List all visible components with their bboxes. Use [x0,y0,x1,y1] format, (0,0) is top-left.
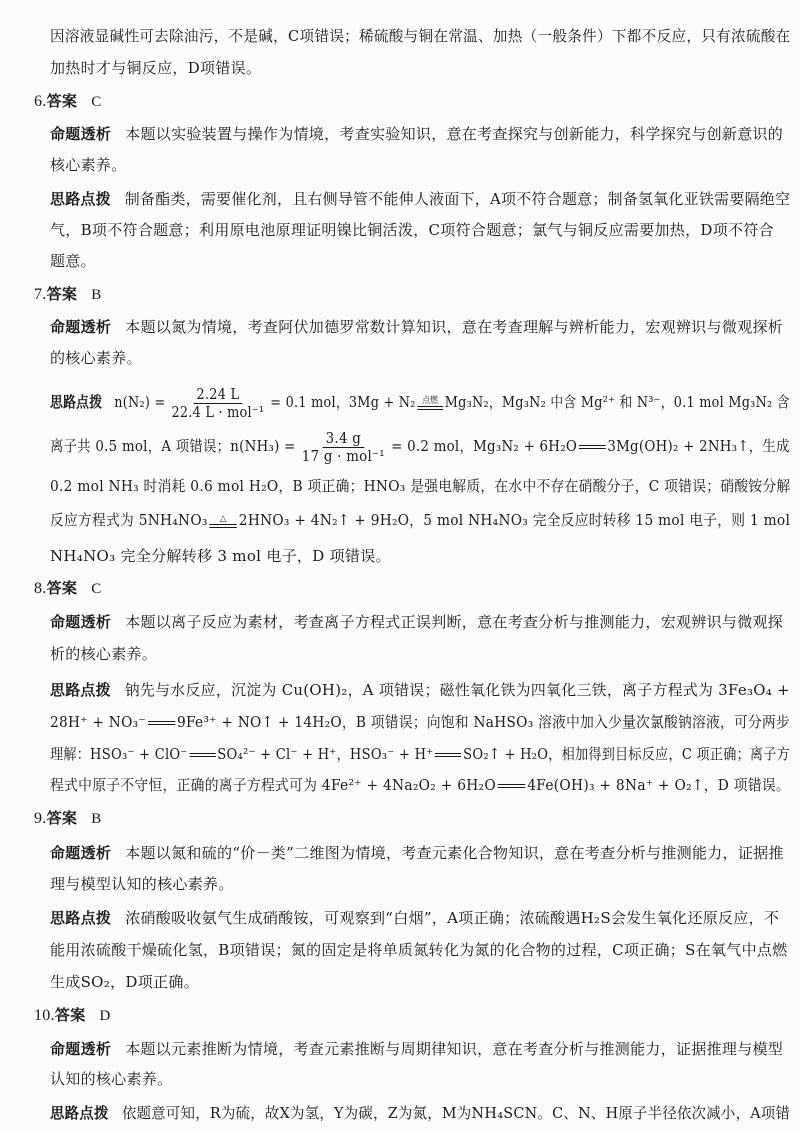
text-line: 题意。 [50,252,96,270]
section-label: 思路点拨 [50,681,111,699]
hint-line [50,189,790,209]
question-8-answer [34,578,102,598]
reaction-arrow [148,721,175,725]
answer-label: 答案 [46,809,78,827]
text-line: 加热时才与铜反应，D项错误。 [50,59,262,77]
question-number: 6. [34,93,47,110]
formula-text: 反应方程式为 5NH₄NO₃ [50,511,208,529]
analysis-line [50,612,783,632]
formula-text: 程式中原子不守恒，正确的离子方程式可为 4Fe²⁺ + 4Na₂O₂ + 6H₂O [50,776,496,794]
answer-label: 答案 [54,1006,86,1024]
answer-value: B [91,811,102,827]
text-line: 因溶液显碱性可去除油污，不是碱，C项错误；稀硫酸与铜在常温、加热（一般条件）下都不反应，只有浓硫酸在 [50,27,791,45]
formula-text: 28H⁺ + NO₃⁻ [50,713,146,731]
text: 本题以离子反应为素材，考查离子方程式正误判断，意在考查分析与推测能力，宏观辨识与微观探 [125,613,784,631]
reaction-arrow [189,753,215,757]
numerator: 3.4 g [322,430,365,448]
section-label: 思路点拨 [50,393,103,411]
condition-label: △ [219,514,227,524]
text-line: 0.2 mol NH₃ 时消耗 0.6 mol H₂O，B 项正确；HNO₃ 是强电解质，在水中不存在硝酸分子，C 项错误；硝酸铵分解 [50,477,791,495]
section-label: 思路点拨 [50,909,112,927]
formula-text: 钠先与水反应，沉淀为 Cu(OH)₂，A 项错误；磁性氧化铁为四氧化三铁，离子方程式为 3Fe₃O₄ + [124,681,790,699]
denominator: 17 g · mol⁻¹ [301,446,385,465]
answer-label: 答案 [46,285,78,303]
denominator: 22.4 L · mol⁻¹ [171,402,265,421]
fraction [298,430,388,465]
section-label: 命题透析 [50,318,112,336]
formula-text: SO₄²⁻ + Cl⁻ + H⁺，HSO₃⁻ + H⁺ [217,745,434,763]
question-10-answer [34,1005,111,1025]
section-label: 思路点拨 [50,190,111,208]
formula-text: 理解：HSO₃⁻ + ClO⁻ [50,745,188,763]
formula-text: n(N₂) = [114,393,166,411]
text-line [50,775,790,795]
reaction-arrow [579,445,606,449]
formula-text: 离子共 0.5 mol，A 项错误；n(NH₃) = [50,437,296,455]
text: 本题以元素推断为情境，考查元素推断与周期律知识，意在考查分析与推测能力，证据推理与模型 [125,1040,784,1058]
fraction [168,386,268,421]
reaction-arrow [498,784,526,788]
formula-text: = 0.2 mol，Mg₃N₂ + 6H₂O [391,437,578,455]
formula-text: 9Fe³⁺ + NO↑ + 14H₂O，B 项错误；向饱和 NaHSO₃ 溶液中加入少量次氯酸钠溶液，可分两步 [177,713,791,731]
reaction-arrow [435,753,461,757]
text-line [50,744,790,764]
text: 本题以氮和硫的“价－类”二维图为情境，考查元素化合物知识，意在考查分析与推测能力，证据推 [125,844,784,862]
text-line: 生成SO₂，D项正确。 [50,973,199,991]
analysis-line [50,317,783,337]
question-number: 8. [34,580,47,597]
text-line: 能用浓硫酸干燥硫化氢，B项错误；氮的固定是将单质氮转化为氮的化合物的过程，C项正确；S在氧气中点燃 [50,941,788,959]
text-line [50,712,790,732]
condition-label: 点燃 [422,396,439,406]
formula-text: SO₂↑ + H₂O，相加得到目标反应，C 项正确；离子方 [463,745,790,763]
section-label: 思路点拨 [50,1104,109,1122]
formula-text: 4Fe(OH)₃ + 8Na⁺ + O₂↑，D 项错误。 [527,776,791,794]
formula-text: = 0.1 mol，3Mg + N₂ [270,393,416,411]
text: 浓硝酸吸收氨气生成硝酸铵，可观察到“白烟”，A项正确；浓硫酸遇H₂S会发生氧化还原反应，不 [125,909,780,927]
question-number: 7. [34,286,47,303]
text: 制备酯类，需要催化剂，且右侧导管不能伸人液面下，A项不符合题意；制备氢氧化亚铁需要隔绝空 [124,190,791,208]
section-label: 命题透析 [50,613,112,631]
text-line: 核心素养。 [50,156,127,174]
text-line [50,429,790,463]
text-line: 析的核心素养。 [50,645,158,663]
formula-text: 2HNO₃ + 4N₂↑ + 9H₂O，5 mol NH₄NO₃ 完全反应时转移 15 mol 电子，则 1 mol [238,511,791,529]
answer-label: 答案 [46,92,78,110]
question-number: 10. [34,1007,55,1024]
hint-line [50,1103,790,1123]
analysis-line [50,124,783,144]
question-7-answer [34,284,102,304]
reaction-arrow [210,514,237,528]
formula-text: 3Mg(OH)₂ + 2NH₃↑，生成 [607,437,790,455]
answer-value: D [99,1008,111,1024]
text-line [50,510,790,530]
text: 依题意可知，R为硫，故X为氢，Y为碳，Z为氮，M为NH₄SCN。C、N、H原子半径依次减小，A项错 [121,1104,791,1122]
analysis-line [50,843,784,863]
reaction-arrow [417,396,443,410]
analysis-line [50,1039,783,1059]
section-label: 命题透析 [50,844,112,862]
text: 本题以实验装置与操作为情境，考查实验知识，意在考查探究与创新能力，科学探究与创新意识的 [125,125,784,143]
answer-value: C [91,581,102,597]
answer-label: 答案 [46,579,78,597]
text-line: 气，B项不符合题意；利用原电池原理证明镍比铜活泼，C项符合题意；氯气与铜反应需要加热，D项不符合 [50,221,774,239]
section-label: 命题透析 [50,125,112,143]
question-number: 9. [34,810,47,827]
hint-line [50,908,779,928]
answer-value: B [91,287,102,303]
text-line: 的核心素养。 [50,349,142,367]
text-line: NH₄NO₃ 完全分解转移 3 mol 电子，D 项错误。 [50,547,391,565]
numerator: 2.24 L [193,386,243,404]
answer-value: C [91,94,102,110]
text-line: 理与模型认知的核心素养。 [50,875,234,893]
question-6-answer [34,91,102,111]
section-label: 命题透析 [50,1040,112,1058]
text: 本题以氮为情境，考查阿伏加德罗常数计算知识，意在考查理解与辨析能力，宏观辨识与微观探析 [125,318,784,336]
question-9-answer [34,808,102,828]
text-line: 认知的核心素养。 [50,1070,173,1088]
hint-line [50,680,790,700]
formula-text: Mg₃N₂，Mg₃N₂ 中含 Mg²⁺ 和 N³⁻，0.1 mol Mg₃N₂ 含 [444,393,790,411]
hint-line [50,385,790,419]
